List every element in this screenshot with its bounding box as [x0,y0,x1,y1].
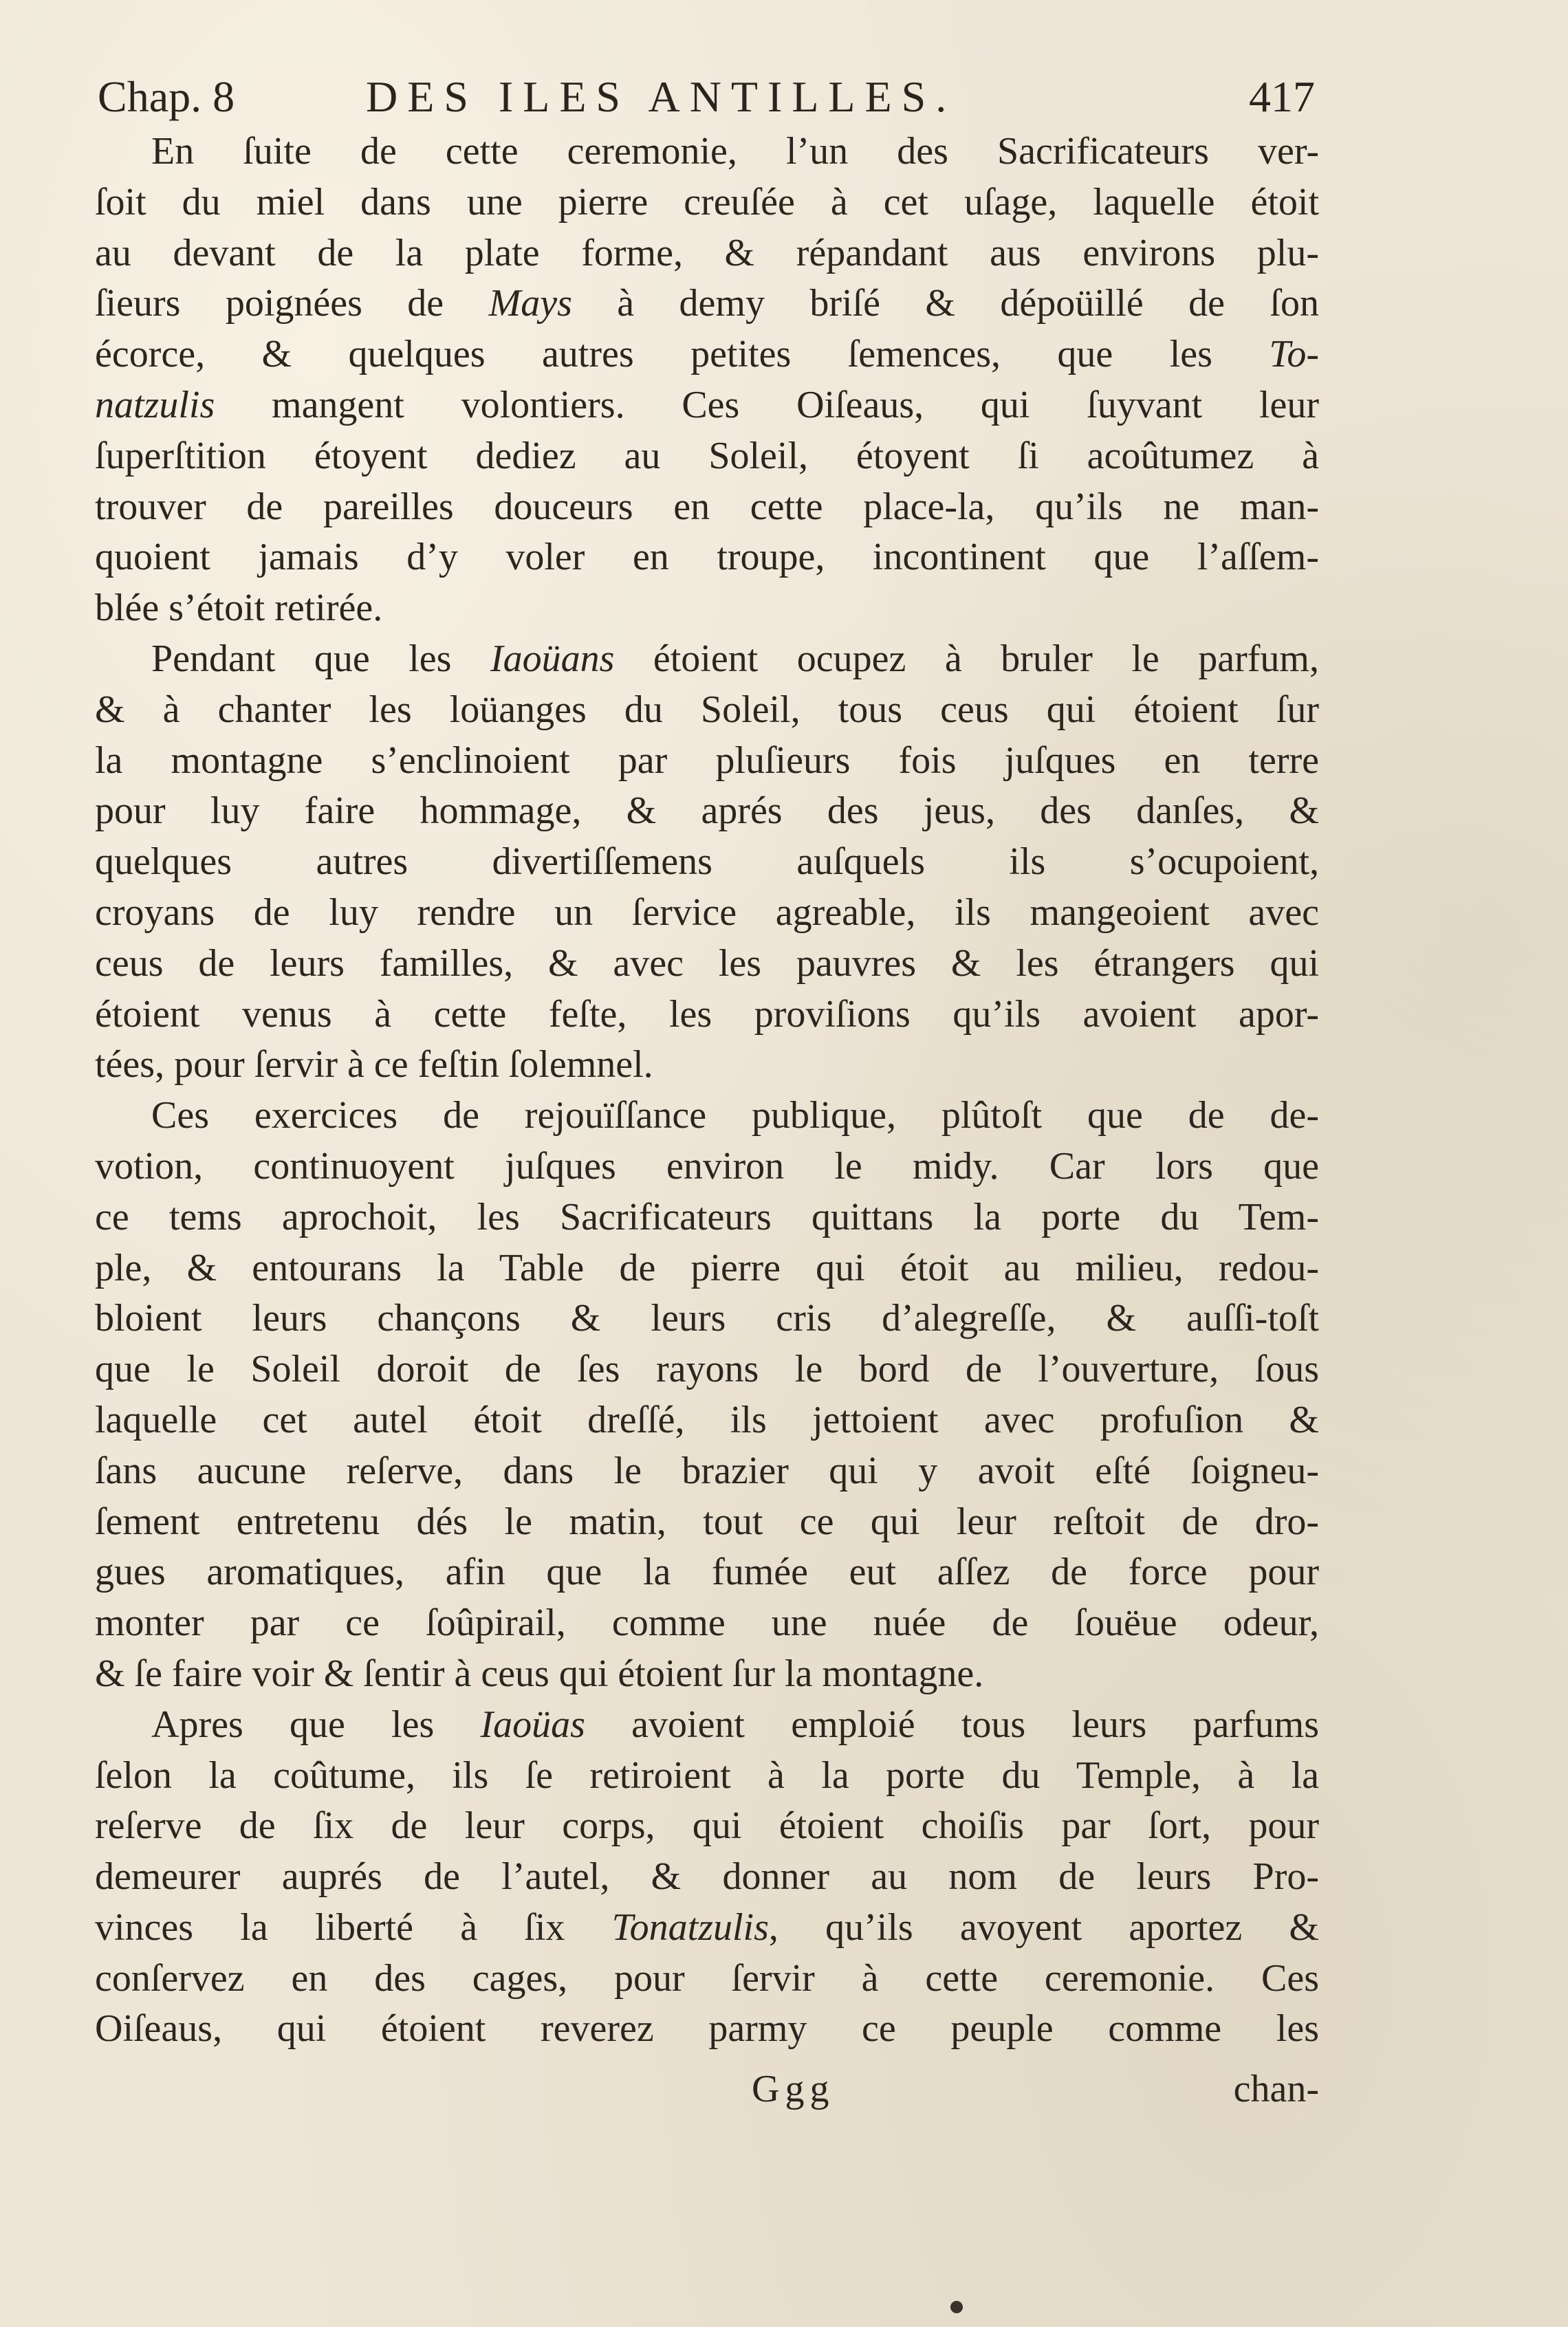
text-line: ſement entretenu dés le matin, tout ce qui leur reſtoit de dro- [95,1500,1319,1543]
running-title: DES ILES ANTILLES. [366,72,957,121]
text-line: demeurer auprés de l’autel, & donner au nom de leurs Pro- [95,1855,1319,1899]
text-line: & à chanter les loüanges du Soleil, tous ceus qui étoient ſur [95,688,1319,731]
text-line: bloient leurs chançons & leurs cris d’alegreſſe, & auſſi-toſt [95,1297,1319,1340]
text-line: ceus de leurs familles, & avec les pauvres & les étrangers qui [95,941,1319,985]
text-line: Ces exercices de rejouïſſance publique, plûtoſt que de de- [151,1094,1319,1137]
text-line: ſans aucune reſerve, dans le brazier qui y avoit eſté ſoigneu- [95,1449,1319,1492]
text-line: natzulis mangent volontiers. Ces Oiſeaus, qui ſuyvant leur [95,383,1319,426]
text-line: Apres que les Iaoüas avoient emploié tous leurs parfums [151,1703,1319,1746]
text-line: trouver de pareilles douceurs en cette place-la, qu’ils ne man- [95,485,1319,528]
text-line: que le Soleil doroit de ſes rayons le bord de l’ouverture, ſous [95,1348,1319,1391]
text-line: votion, continuoyent juſques environ le midy. Car lors que [95,1144,1319,1188]
text-line: Pendant que les Iaoüans étoient ocupez à bruler le parfum, [151,637,1319,680]
text-line: au devant de la plate forme, & répandant aus environs plu- [95,231,1319,274]
text-line: gues aromatiques, afin que la fumée eut aſſez de force pour [95,1551,1319,1594]
text-line: ſuperſtition étoyent dediez au Soleil, étoyent ſi acoûtumez à [95,434,1319,477]
text-line: Oiſeaus, qui étoient reverez parmy ce peuple comme les [95,2007,1319,2051]
text-line: la montagne s’enclinoient par pluſieurs fois juſques en terre [95,739,1319,782]
text-line: monter par ce ſoûpirail, comme une nuée de ſouëue odeur, [95,1602,1319,1645]
text-line: En ſuite de cette ceremonie, l’un des Sacrificateurs ver- [151,130,1319,173]
text-line: ſelon la coûtume, ils ſe retiroient à la porte du Temple, à la [95,1754,1319,1797]
text-line: ce tems aprochoit, les Sacrificateurs quittans la porte du Tem- [95,1195,1319,1238]
text-line: quoient jamais d’y voler en troupe, incontinent que l’aſſem- [95,536,1319,579]
text-line: vinces la liberté à ſix Tonatzulis, qu’ils avoyent aportez & [95,1905,1319,1949]
text-line: ple, & entourans la Table de pierre qui étoit au milieu, redou- [95,1246,1319,1289]
text-line: écorce, & quelques autres petites ſemences, que les To- [95,333,1319,376]
text-line: reſerve de ſix de leur corps, qui étoient choiſis par ſort, pour [95,1804,1319,1848]
text-line: tées, pour ſervir à ce feſtin ſolemnel. [95,1043,653,1086]
running-head [98,66,1315,128]
chapter-label: Chap. 8 [98,72,235,121]
text-line: ſoit du miel dans une pierre creuſée à cet uſage, laquelle étoit [95,180,1319,223]
text-line: ſieurs poignées de Mays à demy briſé & dépoüillé de ſon [95,282,1319,325]
signature-mark: Ggg [752,2068,835,2110]
catchword: chan- [1233,2068,1319,2110]
text-line: laquelle cet autel étoit dreſſé, ils jettoient avec profuſion & [95,1398,1319,1441]
text-line: pour luy faire hommage, & aprés des jeus, des danſes, & [95,789,1319,833]
text-line: blée s’étoit retirée. [95,587,383,630]
page-number: 417 [1249,72,1315,121]
page-footer [95,2062,1319,2117]
body-text [95,127,1319,2055]
text-line: croyans de luy rendre un ſervice agreable, ils mangeoient avec [95,891,1319,934]
text-line: & ſe faire voir & ſentir à ceus qui étoient ſur la montagne. [95,1652,984,1695]
text-line: conſervez en des cages, pour ſervir à cette ceremonie. Ces [95,1956,1319,2000]
ink-speck [950,2301,963,2313]
text-line: quelques autres divertiſſemens auſquels ils s’ocupoient, [95,840,1319,884]
text-line: étoient venus à cette feſte, les proviſions qu’ils avoient apor- [95,992,1319,1036]
